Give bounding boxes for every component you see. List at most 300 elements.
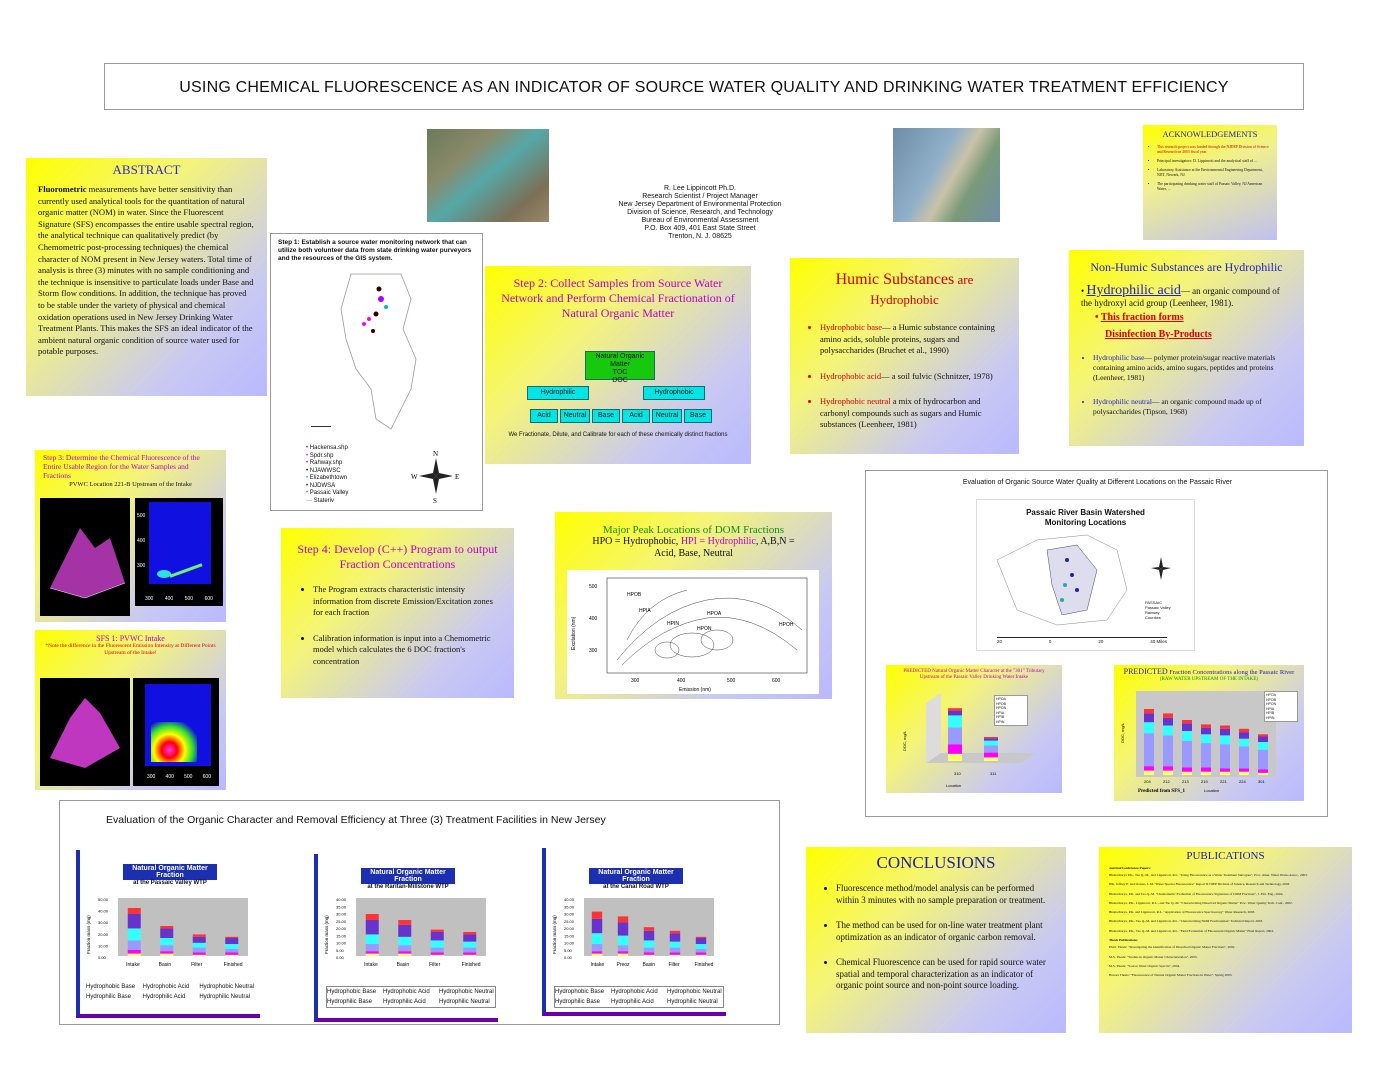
treatment-chart-head: Natural Organic Matter Fraction (123, 864, 217, 880)
legend-item: — Stateriv (306, 497, 335, 504)
map-legend: PASSAIC Passaic Valley Rahway Counties (1145, 600, 1171, 620)
treatment-chart (76, 850, 260, 1018)
bar-segment (670, 942, 680, 948)
author-block (580, 185, 820, 241)
treatment-chart-svg (546, 894, 722, 976)
author-line: Bureau of Environmental Assessment (641, 217, 759, 224)
step4-list (295, 584, 500, 667)
publication-item: Hill, Jeffrey E. and Ocasio, L.M. "Water Spectra Fluorescence" Report NJ DEP Division of Science, Research and Technology, 2003. (1109, 882, 1291, 887)
step4-item: • Calibration information is input into a Chemometric model which calculates the 6 DOC fraction's concentration (313, 633, 500, 668)
major-line3: Acid, Base, Neutral (654, 548, 733, 559)
bar-segment (984, 753, 998, 758)
map-scale: 20 0 20 40 Miles (997, 639, 1167, 644)
publication-item: Bhattacharya, P.K., Lippincott, R.L., and Tao Q.-M. "Characterizing Dissolved Organic Matter" Proc. Water Quality Tech. Conf., 2002. (1109, 900, 1293, 905)
bar-segment (1220, 772, 1230, 775)
bar-segment (398, 945, 411, 951)
nonhumic-item: • Hydrophilic neutral— an organic compound made up of polysaccharides (Tipson, 1968) (1093, 397, 1292, 417)
publications-list (1109, 873, 1342, 978)
chart2-title: PREDICTED Fraction Concentrations along the Passaic River (RAW WATER UPSTREAM OF THE INTAKE) (1123, 667, 1295, 682)
y-tick-label: 50.00 (98, 897, 109, 902)
nonhumic-forms: • This fraction forms Disinfection By-Products (1095, 312, 1212, 340)
peak-label: HPIA (639, 608, 651, 614)
bar-segment (128, 940, 141, 950)
humic-item: • Hydrophobic base— a Humic substance containing amino acids, soluble proteins, sugars and polysaccharides (Bruchet et al., 1990) (820, 322, 1007, 357)
peak-label: HPOA (707, 611, 722, 617)
bar-segment (463, 942, 476, 948)
bar-segment (225, 949, 238, 953)
bar-segment (193, 943, 206, 948)
publications-head2: Thesis Publications: (1109, 938, 1139, 943)
ack-item: • Laboratory Assistance at the Environmental Engineering Department, NJIT, Newark, NJ. (1157, 168, 1271, 178)
bar-segment (160, 945, 173, 951)
chart2-cats (1144, 779, 1265, 784)
sfs1-contour-plot (133, 678, 219, 786)
category-label: Finished (461, 962, 481, 968)
conclusions-title: CONCLUSIONS (876, 853, 996, 872)
bar-segment (1182, 772, 1192, 775)
bar-segment (1144, 766, 1154, 770)
category-label: Basin (642, 962, 656, 968)
peak-contour-chart (567, 570, 819, 694)
flow-leaf: Acid (530, 409, 558, 423)
publication-item: Bhattacharya, P.K., Tao Q.-M. and Lippincott, R.L. "Field Evaluation of Fluorescent Organic Matter" Final Report, 2004. (1109, 928, 1274, 933)
author-line: P.O. Box 409, 401 East State Street (644, 225, 756, 232)
flow-leaf: Neutral (652, 409, 682, 423)
humic-item: • Hydrophobic acid— a soil fulvic (Schnitzer, 1978) (820, 371, 1007, 383)
bar-segment (618, 945, 628, 951)
nonhumic-title: Non-Humic Substances are Hydrophilic (1090, 260, 1283, 274)
chart1-svg (886, 691, 1062, 791)
treatment-chart-sub: at the Raritan-Millstone WTP (367, 884, 449, 890)
bar-segment (160, 951, 173, 953)
bar-segment (1201, 767, 1211, 771)
bar-segment (431, 940, 444, 947)
bar-segment (1220, 744, 1230, 768)
humic-title: Humic Substances are Hydrophobic (835, 271, 974, 307)
x-axis-label: Emission (nm) (679, 687, 711, 693)
compass-e: E (455, 473, 460, 481)
treatment-legend: Hydrophobic Base Hydrophobic Acid Hydrophobic Neutral Hydrophilic Base Hydrophilic Acid Hydrophilic Neutral (86, 984, 255, 1000)
y-tick-label: 30.00 (336, 911, 347, 917)
bar-segment (463, 952, 476, 954)
conclusion-item: • The method can be used for on-line water treatment plant optimization as an indicator of organic carbon removal. (836, 920, 1050, 943)
bar-segment (644, 955, 654, 956)
publications-title: PUBLICATIONS (1186, 850, 1265, 862)
bar-segment (1258, 742, 1268, 750)
bar-segment (366, 944, 379, 951)
x-tick: 600 (772, 678, 781, 684)
passaic-chart1 (886, 665, 1062, 793)
legend-item: • NJDWSA (306, 482, 336, 489)
coastal-aerial-photo (893, 128, 1000, 222)
chart2-footer: Predicted from SFS_1 (1138, 789, 1186, 794)
nonhumic-list (1081, 353, 1292, 417)
bar-segment (193, 937, 206, 943)
y-tick-label: 40.00 (336, 897, 347, 902)
ack-list (1149, 145, 1271, 192)
site-marker (374, 312, 379, 317)
category-label: Preoz (616, 962, 630, 968)
bar-segment (225, 938, 238, 944)
step3-title: Step 3: Determine the Chemical Fluorescence of the Entire Usable Region for the Water Samples and Fractions (43, 453, 200, 480)
bar-segment (128, 954, 141, 956)
treatment-chart (542, 848, 726, 1016)
bar-segment (696, 937, 706, 938)
y-tick-label: 5.00 (336, 947, 344, 953)
chart1-xlabel: Location (946, 783, 962, 788)
author-line: Trenton, N. J. 08625 (668, 233, 732, 240)
treatment-chart-sub: at the Canal Road WTP (603, 884, 669, 890)
bar-segment (366, 954, 379, 956)
step3-subtitle: PVWC Location 221-B Upstream of the Intake (69, 481, 192, 488)
sfs1-title: SFS 1: PVWC Intake (96, 634, 165, 643)
y-axis-label: Excitation (nm) (571, 616, 577, 650)
bar-segment (1182, 723, 1192, 731)
bar-segment (1220, 768, 1230, 771)
bar-segment (984, 737, 998, 738)
bar-segment (644, 927, 654, 931)
bar-segment (463, 932, 476, 934)
category-label: 221 (1220, 779, 1227, 784)
chart2-legend: HPOA HPOB HPON HPIA HPIB HPIN (1264, 691, 1298, 722)
bar-segment (1163, 718, 1173, 726)
category-label: 212 (1163, 779, 1170, 784)
bar-segment (696, 949, 706, 953)
category-label: 301 (1258, 779, 1265, 784)
bar-segment (225, 955, 238, 956)
bar-segment (1182, 741, 1192, 767)
peak-label: HPIN (667, 621, 679, 627)
compass-w: W (411, 473, 418, 481)
bar-segment (984, 741, 998, 746)
treatment-legend: Hydrophobic Base Hydrophobic Acid Hydrophobic Neutral Hydrophilic Base Hydrophilic Acid Hydrophilic Neutral (326, 986, 496, 1008)
ack-item: • This research project was funded through the NJDEP Division of Science and Research in 2003 fiscal year. (1157, 145, 1271, 155)
bar-segment (128, 914, 141, 928)
bar-segment (948, 744, 962, 754)
y-tick-label: 15.00 (336, 933, 347, 939)
y-tick: 400 (589, 616, 598, 622)
step2-title: Step 2: Collect Samples from Source Water Network and Perform Chemical Fractionation of Natural Organic Matter (501, 276, 735, 320)
category-label: Finished (694, 962, 714, 968)
contour-plot (135, 498, 223, 606)
bar-segment (1201, 743, 1211, 767)
compass-n: N (433, 450, 439, 458)
reservoir-aerial-photo (427, 129, 549, 222)
y-tick: 300 (589, 648, 598, 654)
bar-segment (592, 954, 602, 956)
y-axis-label: Fraction mass (mg) (86, 915, 91, 954)
bar-segment (618, 951, 628, 953)
bar-segment (592, 933, 602, 944)
bar-segment (1144, 733, 1154, 766)
bar-segment (948, 708, 962, 710)
bar-segment (1258, 770, 1268, 773)
bar-segment (1182, 731, 1192, 741)
conclusion-item: • Fluorescence method/model analysis can be performed within 3 minutes with no sample preparation or treatment. (836, 883, 1050, 906)
category-label: Basin (158, 962, 172, 968)
bar-segment (1220, 726, 1230, 729)
category-label: Filter (429, 962, 441, 968)
category-label: 204 (1144, 779, 1151, 784)
category-label: Intake (590, 962, 605, 968)
site-marker (384, 305, 388, 309)
author-line: Division of Science, Research, and Technology (627, 209, 773, 216)
bar-segment (193, 955, 206, 956)
step4-item: • The Program extracts characteristic intensity information from discrete Emission/Excitation zones for each fraction (313, 584, 500, 619)
category-label: Finished (223, 962, 243, 968)
legend-item: • Elizabethtown (306, 475, 348, 481)
abstract-text (38, 184, 255, 358)
bar-segment (128, 950, 141, 954)
passaic-panel (865, 470, 1328, 817)
y-tick-label: 0.00 (564, 955, 572, 960)
y-tick-label: 25.00 (564, 918, 575, 924)
ack-item: • The participating drinking water staff of Passaic Valley, NJ American Water, ... (1157, 182, 1271, 192)
bar-segment (1163, 766, 1173, 770)
compass-icon (411, 448, 461, 504)
y-tick-label: 25.00 (336, 918, 347, 924)
bar-segment (644, 948, 654, 953)
bar-segment (670, 955, 680, 956)
y-tick-label: 30.00 (564, 911, 575, 917)
sfs1-xticks: 300 400 500 600 (147, 774, 211, 780)
y-tick-label: 5.00 (564, 947, 572, 953)
nonhumic-acid: • Hydrophilic acid— an organic compound of the hydroxyl acid group (Leenheer, 1981). (1081, 283, 1280, 308)
bar-segment (618, 922, 628, 935)
bar-segment (366, 914, 379, 920)
legend-item: • Hackensa.shp (306, 445, 348, 451)
publication-item: Bhattacharya P.K., Tao Q.-M., and Lippincott, R.L. "Using Fluorescence as a Water Treatment Surrogate", Proc. Amer. Water Works Assoc., 2003. (1109, 873, 1308, 877)
chart1-cat: 310 (954, 771, 961, 776)
bar-segment (948, 727, 962, 744)
bar-segment (431, 955, 444, 956)
bar-segment (1201, 772, 1211, 775)
bar-segment (463, 948, 476, 953)
sfs1-surface-plot (40, 678, 130, 786)
major-peak-panel (555, 512, 832, 699)
site-marker (371, 329, 375, 333)
nonhumic-item: • Hydrophilic base— polymer protein/sugar reactive materials containing amino acids, amino sugars, peptides and proteins (Leenheer, 1981) (1093, 353, 1292, 383)
category-label: 213 (1182, 779, 1189, 784)
step4-panel (281, 528, 514, 698)
bar-segment (696, 952, 706, 954)
peak-label: HPON (697, 626, 712, 632)
conclusion-item: • Chemical Fluorescence can be used for rapid source water spatial and temporal characterization as an indicator of organic point source and non-point source loading. (836, 957, 1050, 992)
peak-label: HPOH (779, 622, 794, 628)
chart1-title: PREDICTED Natural Organic Matter Character at the "301" Tributary Upstream of the Passaic Valley Drinking Water Intake (903, 669, 1045, 680)
legend-item: • Rahway.shp (306, 460, 343, 466)
site-marker (367, 317, 371, 321)
bar-segment (1239, 746, 1249, 768)
bar-segment (696, 938, 706, 944)
passaic-map (976, 499, 1195, 651)
bar-segment (670, 933, 680, 941)
conclusions-panel (806, 847, 1066, 1033)
site-marker (377, 287, 382, 292)
compass-s: S (433, 497, 437, 504)
bar-segment (1239, 739, 1249, 747)
step2-panel (485, 266, 751, 464)
y-tick-label: 0.00 (98, 955, 106, 960)
abstract-title: ABSTRACT (112, 162, 181, 177)
category-label: Filter (668, 962, 680, 968)
y-tick-label: 40.00 (564, 897, 575, 902)
bar-segment (948, 754, 962, 761)
bar-segment (618, 916, 628, 922)
site-marker (378, 296, 384, 302)
bar-segment (618, 936, 628, 946)
bar-segment (1144, 722, 1154, 733)
category-label: 224 (1239, 779, 1246, 784)
humic-item: • Hydrophobic neutral a mix of hydrocarbon and carbonyl compounds such as sugars and Humic substances (Leenheer, 1981) (820, 396, 1007, 431)
bar-segment (398, 937, 411, 945)
x-tick: 500 (727, 678, 736, 684)
bar-segment (1258, 737, 1268, 743)
bar-segment (431, 952, 444, 954)
publications-head: Journal/Conference Papers: (1109, 866, 1152, 870)
flow-hydrophilic: Hydrophilic (527, 386, 589, 400)
publication-item: Bhattacharya, P.K., Tao Q.-M. and Lippincott, R.L. "Characterizing NOM Fractionation" Technical Report, 2003. (1109, 919, 1264, 924)
bar-segment (1182, 720, 1192, 723)
bar-segment (984, 745, 998, 752)
bar-segment (618, 954, 628, 956)
bar-segment (1144, 771, 1154, 775)
bar-segment (398, 925, 411, 937)
treatment-chart-svg (318, 894, 494, 974)
bar-segment (463, 955, 476, 956)
y-tick-label: 10.00 (98, 943, 109, 949)
peak-contour-svg (567, 570, 819, 694)
bar-segment (984, 738, 998, 740)
bar-segment (1220, 735, 1230, 744)
bar-segment (160, 938, 173, 945)
y-tick-label: 10.00 (564, 940, 575, 946)
site-marker (362, 322, 366, 326)
category-label: Basin (396, 962, 410, 968)
bar-segment (1239, 768, 1249, 771)
bar-segment (160, 926, 173, 928)
map-title: Passaic River Basin Watershed Monitoring Locations (1026, 508, 1145, 527)
bar-segment (1163, 771, 1173, 775)
step1-legend (306, 445, 348, 505)
publication-item: Bhattacharya, P.K. and Lippincott, R.L. "Application of Fluorescence Spectroscopy" Water Research, 2003. (1109, 910, 1256, 915)
bar-segment (1220, 729, 1230, 736)
publication-item: M.S. Thesis: "Source Water Organic Spectra", 2004. (1109, 963, 1181, 968)
y-tick-label: 40.00 (98, 908, 109, 914)
nonhumic-panel (1069, 250, 1304, 446)
treatment-chart-sub: at the Passaic Valley WTP (133, 880, 207, 886)
compass-icon (1149, 554, 1173, 582)
sfs1-panel (35, 630, 226, 790)
ack-panel (1143, 125, 1277, 240)
bar-segment (1144, 709, 1154, 713)
y-tick-label: 20.00 (336, 926, 347, 931)
bar-segment (1239, 732, 1249, 739)
bar-segment (1163, 735, 1173, 766)
bar-segment (592, 951, 602, 953)
step3-panel (35, 450, 226, 622)
author-line: New Jersey Department of Environmental Protection (618, 201, 782, 208)
y-tick: 500 (589, 584, 598, 590)
flow-hydrophobic: Hydrophobic (643, 386, 705, 400)
bar-segment (1258, 750, 1268, 770)
y-tick-label: 35.00 (336, 904, 347, 910)
flow-root: Natural Organic Matter TOC DOC (585, 351, 655, 380)
chart1-cat: 311 (990, 771, 997, 776)
bar-segment (225, 952, 238, 954)
bar-segment (431, 930, 444, 932)
publication-item: Honors Thesis: "Fluorescence of Natural Organic Matter Fractions in Water", Spring 2003. (1109, 973, 1233, 978)
bar-segment (225, 944, 238, 949)
treatment-title: Evaluation of the Organic Character and Removal Efficiency at Three (3) Treatment Facilities in New Jersey (106, 814, 606, 826)
bar-segment (696, 944, 706, 949)
humic-list (802, 322, 1007, 431)
treatment-chart-head: Natural Organic Matter Fraction (361, 868, 455, 884)
y-axis-label: Fraction mass (mg) (324, 915, 329, 954)
bar-segment (1239, 772, 1249, 775)
sfs1-note: *Note the difference in the Fluorescent Emission Intensity at Different Points Upstream of the Intake! (45, 643, 216, 656)
bar-segment (1201, 734, 1211, 743)
category-label: Filter (191, 962, 203, 968)
bar-segment (644, 931, 654, 941)
y-tick-label: 15.00 (564, 933, 575, 939)
legend-item: • Spdr.shp (306, 452, 334, 459)
bar-segment (366, 920, 379, 934)
bar-segment (670, 931, 680, 933)
bar-segment (398, 920, 411, 925)
flow-leaf: Base (684, 409, 712, 423)
scale-bar (311, 426, 331, 427)
bar-segment (592, 944, 602, 951)
ack-title: ACKNOWLEDGEMENTS (1162, 129, 1258, 139)
contour-yticks: 500 400 300 (137, 513, 146, 569)
legend-item: • Passaic Valley (306, 490, 349, 496)
step2-caption: We Fractionate, Dilute, and Calibrate for each of these chemically distinct fractions (508, 432, 728, 438)
author-line: R. Lee Lippincott Ph.D. (664, 185, 736, 192)
abstract-panel (26, 158, 267, 396)
bar-segment (160, 928, 173, 938)
bar-segment (128, 908, 141, 914)
bar-segment (1163, 726, 1173, 736)
y-tick-label: 20.00 (98, 931, 109, 937)
bar-segment (225, 937, 238, 938)
surface-plot-3d (40, 498, 130, 616)
bar-segment (670, 948, 680, 953)
y-tick-label: 0.00 (336, 955, 344, 960)
treatment-panel (59, 800, 780, 1025)
bar-segment (1201, 728, 1211, 735)
flow-leaf: Acid (622, 409, 650, 423)
y-tick-label: 30.00 (98, 920, 109, 926)
bar-segment (193, 934, 206, 936)
bar-segment (644, 952, 654, 954)
publication-item: Bhattacharya, P.K. and Tao Q.-M. "Chemometric Evaluation of Fluorescence Signatures of DOM Fractions", J. Env. Eng., 2004. (1109, 891, 1284, 896)
bar-segment (1201, 724, 1211, 727)
x-tick: 400 (677, 678, 686, 684)
category-label: Intake (126, 962, 140, 968)
peak-label: HPOB (627, 592, 642, 598)
bar-segment (1144, 713, 1154, 722)
treatment-chart-head: Natural Organic Matter Fraction (589, 868, 683, 884)
chart1-ylabel: DOC, mg/L (902, 730, 907, 751)
bar-segment (398, 951, 411, 953)
bar-segment (1239, 729, 1249, 732)
y-tick-label: 10.00 (336, 940, 347, 946)
x-tick: 300 (631, 678, 640, 684)
author-line: Research Scientist / Project Manager (642, 193, 758, 200)
bar-segment (696, 955, 706, 956)
bar-segment (1182, 767, 1192, 771)
